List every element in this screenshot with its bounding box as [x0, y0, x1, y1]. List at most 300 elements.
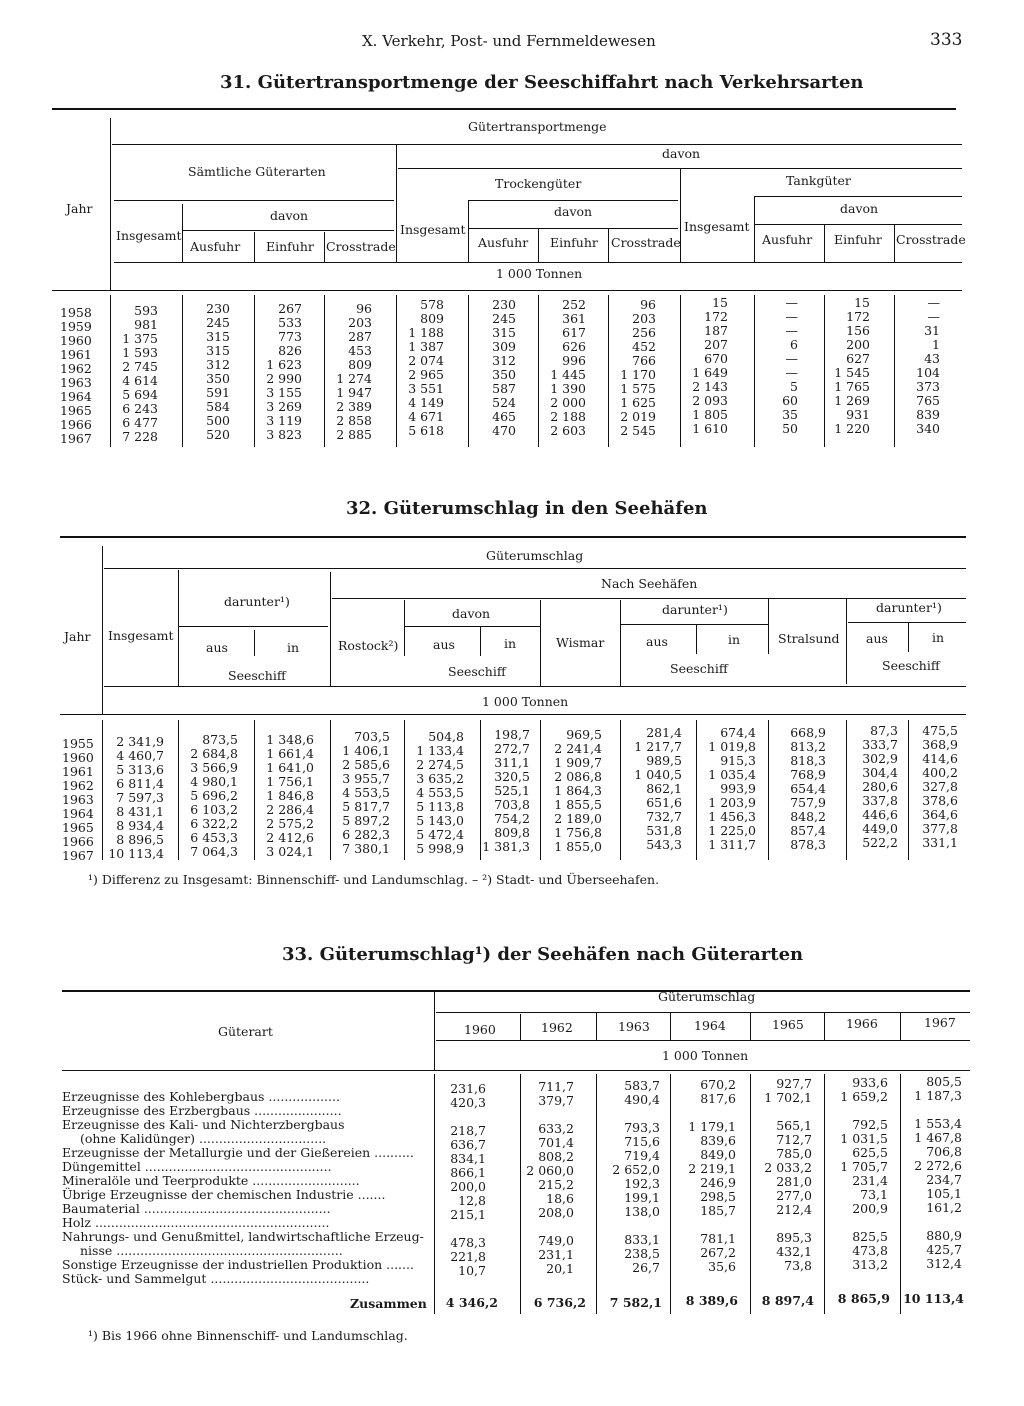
table-cell: 221,8: [450, 1249, 486, 1264]
table-cell: 1 756,8: [554, 825, 602, 840]
table-cell: 626: [562, 339, 586, 354]
table-cell: 1 659,2: [840, 1089, 888, 1104]
rule: [768, 720, 769, 860]
table-cell: 2 965: [408, 367, 444, 382]
table-cell: 818,3: [790, 753, 826, 768]
header-insgesamt: Insgesamt: [400, 222, 466, 237]
header-aus: aus: [646, 634, 668, 649]
table-cell: 432,1: [776, 1244, 812, 1259]
table-cell: 2 189,0: [554, 811, 602, 826]
rule: [182, 204, 183, 262]
rule: [178, 570, 179, 686]
table-cell: 73,8: [784, 1258, 812, 1273]
table-cell: 6 477: [122, 415, 158, 430]
rule: [908, 720, 909, 860]
table-cell: 281,4: [646, 725, 682, 740]
table-cell: 280,6: [862, 779, 898, 794]
total-1964: 8 389,6: [685, 1293, 738, 1308]
table-cell: 768,9: [790, 767, 826, 782]
header-darunter: darunter¹): [224, 594, 290, 609]
table-cell: 73,1: [860, 1187, 888, 1202]
table-cell: 3 566,9: [190, 760, 238, 775]
table-cell: 2 652,0: [612, 1162, 660, 1177]
rule: [538, 228, 539, 262]
table-cell: 87,3: [870, 723, 898, 738]
table-cell: 379,7: [538, 1093, 574, 1108]
table-cell: 3 823: [266, 427, 302, 442]
header-aus: aus: [866, 631, 888, 646]
header-trockengueter: Trockengüter: [495, 176, 582, 191]
table-cell: 1967: [62, 848, 94, 863]
rule: [768, 598, 769, 654]
table-cell: 1962: [60, 361, 92, 376]
header-davon: davon: [452, 606, 491, 621]
table-cell: 312: [206, 357, 230, 372]
header-year-1962: 1962: [541, 1020, 573, 1035]
rule: [754, 196, 962, 197]
rule: [332, 598, 966, 599]
column-in: [482, 728, 530, 854]
rule: [696, 624, 697, 654]
rule: [754, 196, 755, 262]
table-31-title: 31. Gütertransportmenge der Seeschiffahrt nach Verkehrsarten: [220, 72, 864, 93]
column-crosstrade: [326, 302, 372, 442]
header-year-1967: 1967: [924, 1015, 956, 1030]
table-33-title: 33. Güterumschlag¹) der Seehäfen nach Güterarten: [282, 944, 804, 965]
table-cell: 5 472,4: [416, 827, 464, 842]
table-cell: 2 990: [266, 371, 302, 386]
rule: [468, 295, 469, 447]
table-cell: 1 467,8: [914, 1130, 962, 1145]
table-cell: 1 040,5: [634, 767, 682, 782]
table-cell: 198,7: [494, 727, 530, 742]
row-label: Übrige Erzeugnisse der chemischen Industrie .......: [62, 1187, 386, 1202]
table-cell: 1 855,0: [554, 839, 602, 854]
header-ausfuhr: Ausfuhr: [190, 239, 241, 254]
page-number: 333: [930, 30, 963, 50]
table-cell: 5 817,7: [342, 799, 390, 814]
table-cell: 473,8: [852, 1243, 888, 1258]
table-cell: 1959: [60, 319, 92, 334]
table-cell: 26,7: [632, 1260, 660, 1275]
spacer: [436, 1222, 486, 1236]
header-seeschiff: Seeschiff: [448, 664, 506, 679]
table-cell: 765: [916, 393, 940, 408]
header-tankgueter: Tankgüter: [786, 173, 851, 188]
column-in: [256, 733, 314, 859]
table-cell: 1 805: [692, 407, 728, 422]
rule: [538, 295, 539, 447]
table-cell: 520: [206, 427, 230, 442]
table-cell: 215,2: [538, 1177, 574, 1192]
table-cell: 1 390: [550, 381, 586, 396]
column-1963: [598, 1079, 660, 1275]
spacer: [752, 1217, 812, 1231]
table-cell: 1958: [60, 305, 92, 320]
row-label: Nahrungs- und Genußmittel, landwirtschaftliche Erzeug-: [62, 1229, 424, 1244]
table-cell: 915,3: [720, 753, 756, 768]
table-cell: 96: [640, 297, 656, 312]
table-cell: 231,6: [450, 1081, 486, 1096]
spacer: [752, 1105, 812, 1119]
rule: [846, 720, 847, 860]
table-cell: 826: [278, 343, 302, 358]
table-cell: 773: [278, 329, 302, 344]
table-cell: 1 641,0: [266, 760, 314, 775]
header-darunter: darunter¹): [876, 600, 942, 615]
table-cell: 522,2: [862, 835, 898, 850]
column-aus: [622, 726, 682, 852]
table-cell: 4 553,5: [342, 785, 390, 800]
table-cell: 15: [854, 295, 870, 310]
table-cell: 199,1: [624, 1190, 660, 1205]
rule: [324, 232, 325, 262]
table-cell: 315: [492, 325, 516, 340]
rule: [110, 118, 111, 290]
rule: [60, 536, 966, 538]
table-cell: 267: [278, 301, 302, 316]
table-cell: 234,7: [926, 1172, 962, 1187]
table-cell: 703,5: [354, 729, 390, 744]
table-cell: 320,5: [494, 769, 530, 784]
table-cell: 302,9: [862, 751, 898, 766]
table-cell: 35: [782, 407, 798, 422]
table-cell: 340: [916, 421, 940, 436]
table-cell: 2 086,8: [554, 769, 602, 784]
running-head: X. Verkehr, Post- und Fernmeldewesen: [362, 32, 656, 50]
table-cell: 1 456,3: [708, 809, 756, 824]
rule: [178, 720, 179, 860]
spacer: [826, 1216, 888, 1230]
table-cell: 298,5: [700, 1189, 736, 1204]
table-cell: 931: [846, 407, 870, 422]
table-cell: —: [927, 309, 940, 324]
rule: [104, 568, 966, 569]
table-cell: 185,7: [700, 1203, 736, 1218]
table-cell: —: [785, 351, 798, 366]
rule: [846, 598, 847, 684]
table-cell: 7 228: [122, 429, 158, 444]
header-crosstrade: Crosstrade: [611, 235, 681, 250]
table-cell: 331,1: [922, 835, 958, 850]
table-cell: 719,4: [624, 1148, 660, 1163]
table-cell: 465: [492, 409, 516, 424]
table-cell: —: [785, 323, 798, 338]
table-cell: 2 341,9: [116, 734, 164, 749]
rule: [608, 228, 609, 262]
table-cell: 1 623: [266, 357, 302, 372]
table-cell: 2 389: [336, 399, 372, 414]
table-cell: 400,2: [922, 765, 958, 780]
total-label: Zusammen: [350, 1296, 427, 1311]
table-cell: 1 625: [620, 395, 656, 410]
table-cell: 2 060,0: [526, 1163, 574, 1178]
table-cell: 96: [356, 301, 372, 316]
table-cell: 2 033,2: [764, 1160, 812, 1175]
table-cell: 781,1: [700, 1231, 736, 1246]
column-crosstrade: [894, 296, 940, 436]
column-insgesamt: [112, 304, 158, 444]
rule: [102, 546, 103, 714]
table-cell: —: [785, 309, 798, 324]
table-cell: 4 553,5: [416, 785, 464, 800]
table-cell: 315: [206, 329, 230, 344]
table-cell: 2 585,6: [342, 757, 390, 772]
table-cell: 2 858: [336, 413, 372, 428]
table-cell: 420,3: [450, 1095, 486, 1110]
table-cell: 1963: [60, 375, 92, 390]
table-cell: 625,5: [852, 1145, 888, 1160]
header-seeschiff: Seeschiff: [670, 661, 728, 676]
header-ausfuhr: Ausfuhr: [478, 235, 529, 250]
table-cell: 3 155: [266, 385, 302, 400]
rule: [520, 1014, 521, 1040]
rule: [254, 232, 255, 262]
column-aus: [848, 724, 898, 850]
table-cell: 3 024,1: [266, 844, 314, 859]
total-1960: 4 346,2: [445, 1295, 498, 1310]
table-cell: 43: [924, 351, 940, 366]
table-cell: 1 947: [336, 385, 372, 400]
table-cell: 2 272,6: [914, 1158, 962, 1173]
header-unit: 1 000 Tonnen: [482, 694, 569, 709]
table-cell: 203: [348, 315, 372, 330]
table-cell: 849,0: [700, 1147, 736, 1162]
total-1966: 8 865,9: [837, 1291, 890, 1306]
table-cell: 7 380,1: [342, 841, 390, 856]
table-cell: 701,4: [538, 1135, 574, 1150]
rule: [404, 600, 405, 656]
rule: [254, 720, 255, 860]
table-cell: 2 286,4: [266, 802, 314, 817]
rule: [404, 626, 540, 627]
rule: [396, 295, 397, 447]
table-cell: 706,8: [926, 1144, 962, 1159]
table-cell: —: [785, 365, 798, 380]
table-cell: 766: [632, 353, 656, 368]
table-cell: 470: [492, 423, 516, 438]
rule: [468, 200, 469, 262]
rule: [114, 200, 394, 201]
header-in: in: [287, 640, 300, 655]
table-cell: 3 635,2: [416, 771, 464, 786]
table-32-footnote: ¹) Differenz zu Insgesamt: Binnenschiff- und Landumschlag. – ²) Stadt- und Überseehafen.: [88, 872, 660, 887]
table-cell: 277,0: [776, 1188, 812, 1203]
table-cell: 187: [704, 323, 728, 338]
table-cell: 873,5: [202, 732, 238, 747]
table-cell: 1961: [60, 347, 92, 362]
column-jahr: [62, 737, 94, 863]
spacer: [522, 1108, 574, 1122]
table-cell: 5 143,0: [416, 813, 464, 828]
header-aus: aus: [433, 637, 455, 652]
table-cell: 105,1: [926, 1186, 962, 1201]
table-cell: 18,6: [546, 1191, 574, 1206]
table-cell: 587: [492, 381, 516, 396]
table-cell: 475,5: [922, 723, 958, 738]
table-cell: 1960: [60, 333, 92, 348]
table-cell: 6 282,3: [342, 827, 390, 842]
table-cell: 880,9: [926, 1228, 962, 1243]
rule: [396, 144, 397, 262]
table-cell: 866,1: [450, 1165, 486, 1180]
table-cell: 633,2: [538, 1121, 574, 1136]
table-cell: 1 188: [408, 325, 444, 340]
table-cell: 993,9: [720, 781, 756, 796]
table-cell: 1 756,1: [266, 774, 314, 789]
table-cell: 969,5: [566, 727, 602, 742]
spacer: [436, 1110, 486, 1124]
column-1964: [672, 1078, 736, 1274]
rule: [182, 295, 183, 447]
spacer: [902, 1215, 962, 1229]
rule: [404, 720, 405, 860]
rule: [596, 1074, 597, 1314]
header-jahr: Jahr: [64, 629, 91, 644]
table-cell: 1 702,1: [764, 1090, 812, 1105]
row-label: nisse .........................................................: [80, 1243, 343, 1258]
header-seeschiff: Seeschiff: [228, 668, 286, 683]
rule: [750, 1074, 751, 1314]
table-cell: 2 188: [550, 409, 586, 424]
table-cell: 364,6: [922, 807, 958, 822]
table-cell: 813,2: [790, 739, 826, 754]
spacer: [598, 1107, 660, 1121]
header-guetertransportmenge: Gütertransportmenge: [468, 119, 607, 134]
table-cell: 933,6: [852, 1075, 888, 1090]
table-cell: 1 846,8: [266, 788, 314, 803]
column-ausfuhr: [754, 296, 798, 436]
table-cell: 2 219,1: [688, 1161, 736, 1176]
table-cell: 848,2: [790, 809, 826, 824]
table-cell: 5 618: [408, 423, 444, 438]
rule: [436, 1012, 970, 1013]
table-cell: 817,6: [700, 1091, 736, 1106]
column-jahr: [60, 306, 92, 446]
header-nach-seehaefen: Nach Seehäfen: [601, 576, 698, 591]
table-cell: 1965: [62, 820, 94, 835]
table-cell: 3 955,7: [342, 771, 390, 786]
table-cell: 327,8: [922, 779, 958, 794]
rule: [900, 1074, 901, 1314]
table-cell: 651,6: [646, 795, 682, 810]
table-cell: 809,8: [494, 825, 530, 840]
table-cell: 636,7: [450, 1137, 486, 1152]
header-stralsund: Stralsund: [778, 631, 840, 646]
table-cell: 2 019: [620, 409, 656, 424]
table-cell: 996: [562, 353, 586, 368]
table-cell: 834,1: [450, 1151, 486, 1166]
table-cell: 1 035,4: [708, 767, 756, 782]
table-cell: 5 897,2: [342, 813, 390, 828]
rule: [824, 1074, 825, 1314]
table-cell: 1 179,1: [688, 1119, 736, 1134]
table-cell: 156: [846, 323, 870, 338]
table-cell: 15: [712, 295, 728, 310]
table-cell: 1 864,3: [554, 783, 602, 798]
table-cell: 4 460,7: [116, 748, 164, 763]
table-cell: 1 545: [834, 365, 870, 380]
header-unit: 1 000 Tonnen: [496, 266, 583, 281]
table-cell: 792,5: [852, 1117, 888, 1132]
table-cell: 161,2: [926, 1200, 962, 1215]
table-cell: 670,2: [700, 1077, 736, 1092]
table-cell: 215,1: [450, 1207, 486, 1222]
rule: [848, 622, 966, 623]
table-cell: 8 934,4: [116, 818, 164, 833]
table-cell: 809: [348, 357, 372, 372]
table-cell: 478,3: [450, 1235, 486, 1250]
table-cell: 793,3: [624, 1120, 660, 1135]
header-darunter: darunter¹): [662, 602, 728, 617]
total-1965: 8 897,4: [761, 1293, 814, 1308]
table-cell: 1 375: [122, 331, 158, 346]
table-cell: 230: [492, 297, 516, 312]
table-cell: 1 575: [620, 381, 656, 396]
table-cell: 6 322,2: [190, 816, 238, 831]
rule: [52, 290, 962, 291]
table-cell: 5 113,8: [416, 799, 464, 814]
rule: [670, 1012, 671, 1040]
table-cell: 533: [278, 315, 302, 330]
table-cell: 1 381,3: [482, 839, 530, 854]
header-year-1966: 1966: [846, 1016, 878, 1031]
row-label: Erzeugnisse des Kohlebergbaus ..................: [62, 1089, 340, 1104]
rule: [894, 224, 895, 262]
table-cell: 732,7: [646, 809, 682, 824]
spacer: [672, 1106, 736, 1120]
rule: [754, 224, 962, 225]
header-insgesamt: Insgesamt: [108, 628, 174, 643]
column-insgesamt: [104, 735, 164, 861]
table-cell: 230: [206, 301, 230, 316]
header-gueterumschlag: Güterumschlag: [486, 548, 584, 563]
total-1967: 10 113,4: [903, 1291, 964, 1306]
table-cell: 565,1: [776, 1118, 812, 1133]
table-cell: 712,7: [776, 1132, 812, 1147]
column-stralsund: [770, 726, 826, 852]
table-cell: 1 220: [834, 421, 870, 436]
table-cell: 833,1: [624, 1232, 660, 1247]
table-cell: 1962: [62, 778, 94, 793]
spacer: [522, 1220, 574, 1234]
header-year-1965: 1965: [772, 1017, 804, 1032]
header-insgesamt: Insgesamt: [116, 228, 182, 243]
table-cell: 218,7: [450, 1123, 486, 1138]
spacer: [598, 1219, 660, 1233]
rule: [52, 108, 956, 110]
rule: [608, 295, 609, 447]
table-cell: 531,8: [646, 823, 682, 838]
table-cell: 839,6: [700, 1133, 736, 1148]
table-cell: 1 217,7: [634, 739, 682, 754]
header-saemtliche-gueterarten: Sämtliche Güterarten: [188, 164, 326, 179]
table-cell: 425,7: [926, 1242, 962, 1257]
table-cell: 252: [562, 297, 586, 312]
header-gueterart: Güterart: [218, 1024, 273, 1039]
table-cell: 287: [348, 329, 372, 344]
rule: [178, 626, 328, 627]
rule: [112, 144, 962, 145]
table-cell: 1 203,9: [708, 795, 756, 810]
table-cell: 1 031,5: [840, 1131, 888, 1146]
rule: [434, 1074, 435, 1314]
table-cell: 839: [916, 407, 940, 422]
table-cell: 192,3: [624, 1176, 660, 1191]
table-cell: 703,8: [494, 797, 530, 812]
table-cell: 2 143: [692, 379, 728, 394]
table-cell: 313,2: [852, 1257, 888, 1272]
